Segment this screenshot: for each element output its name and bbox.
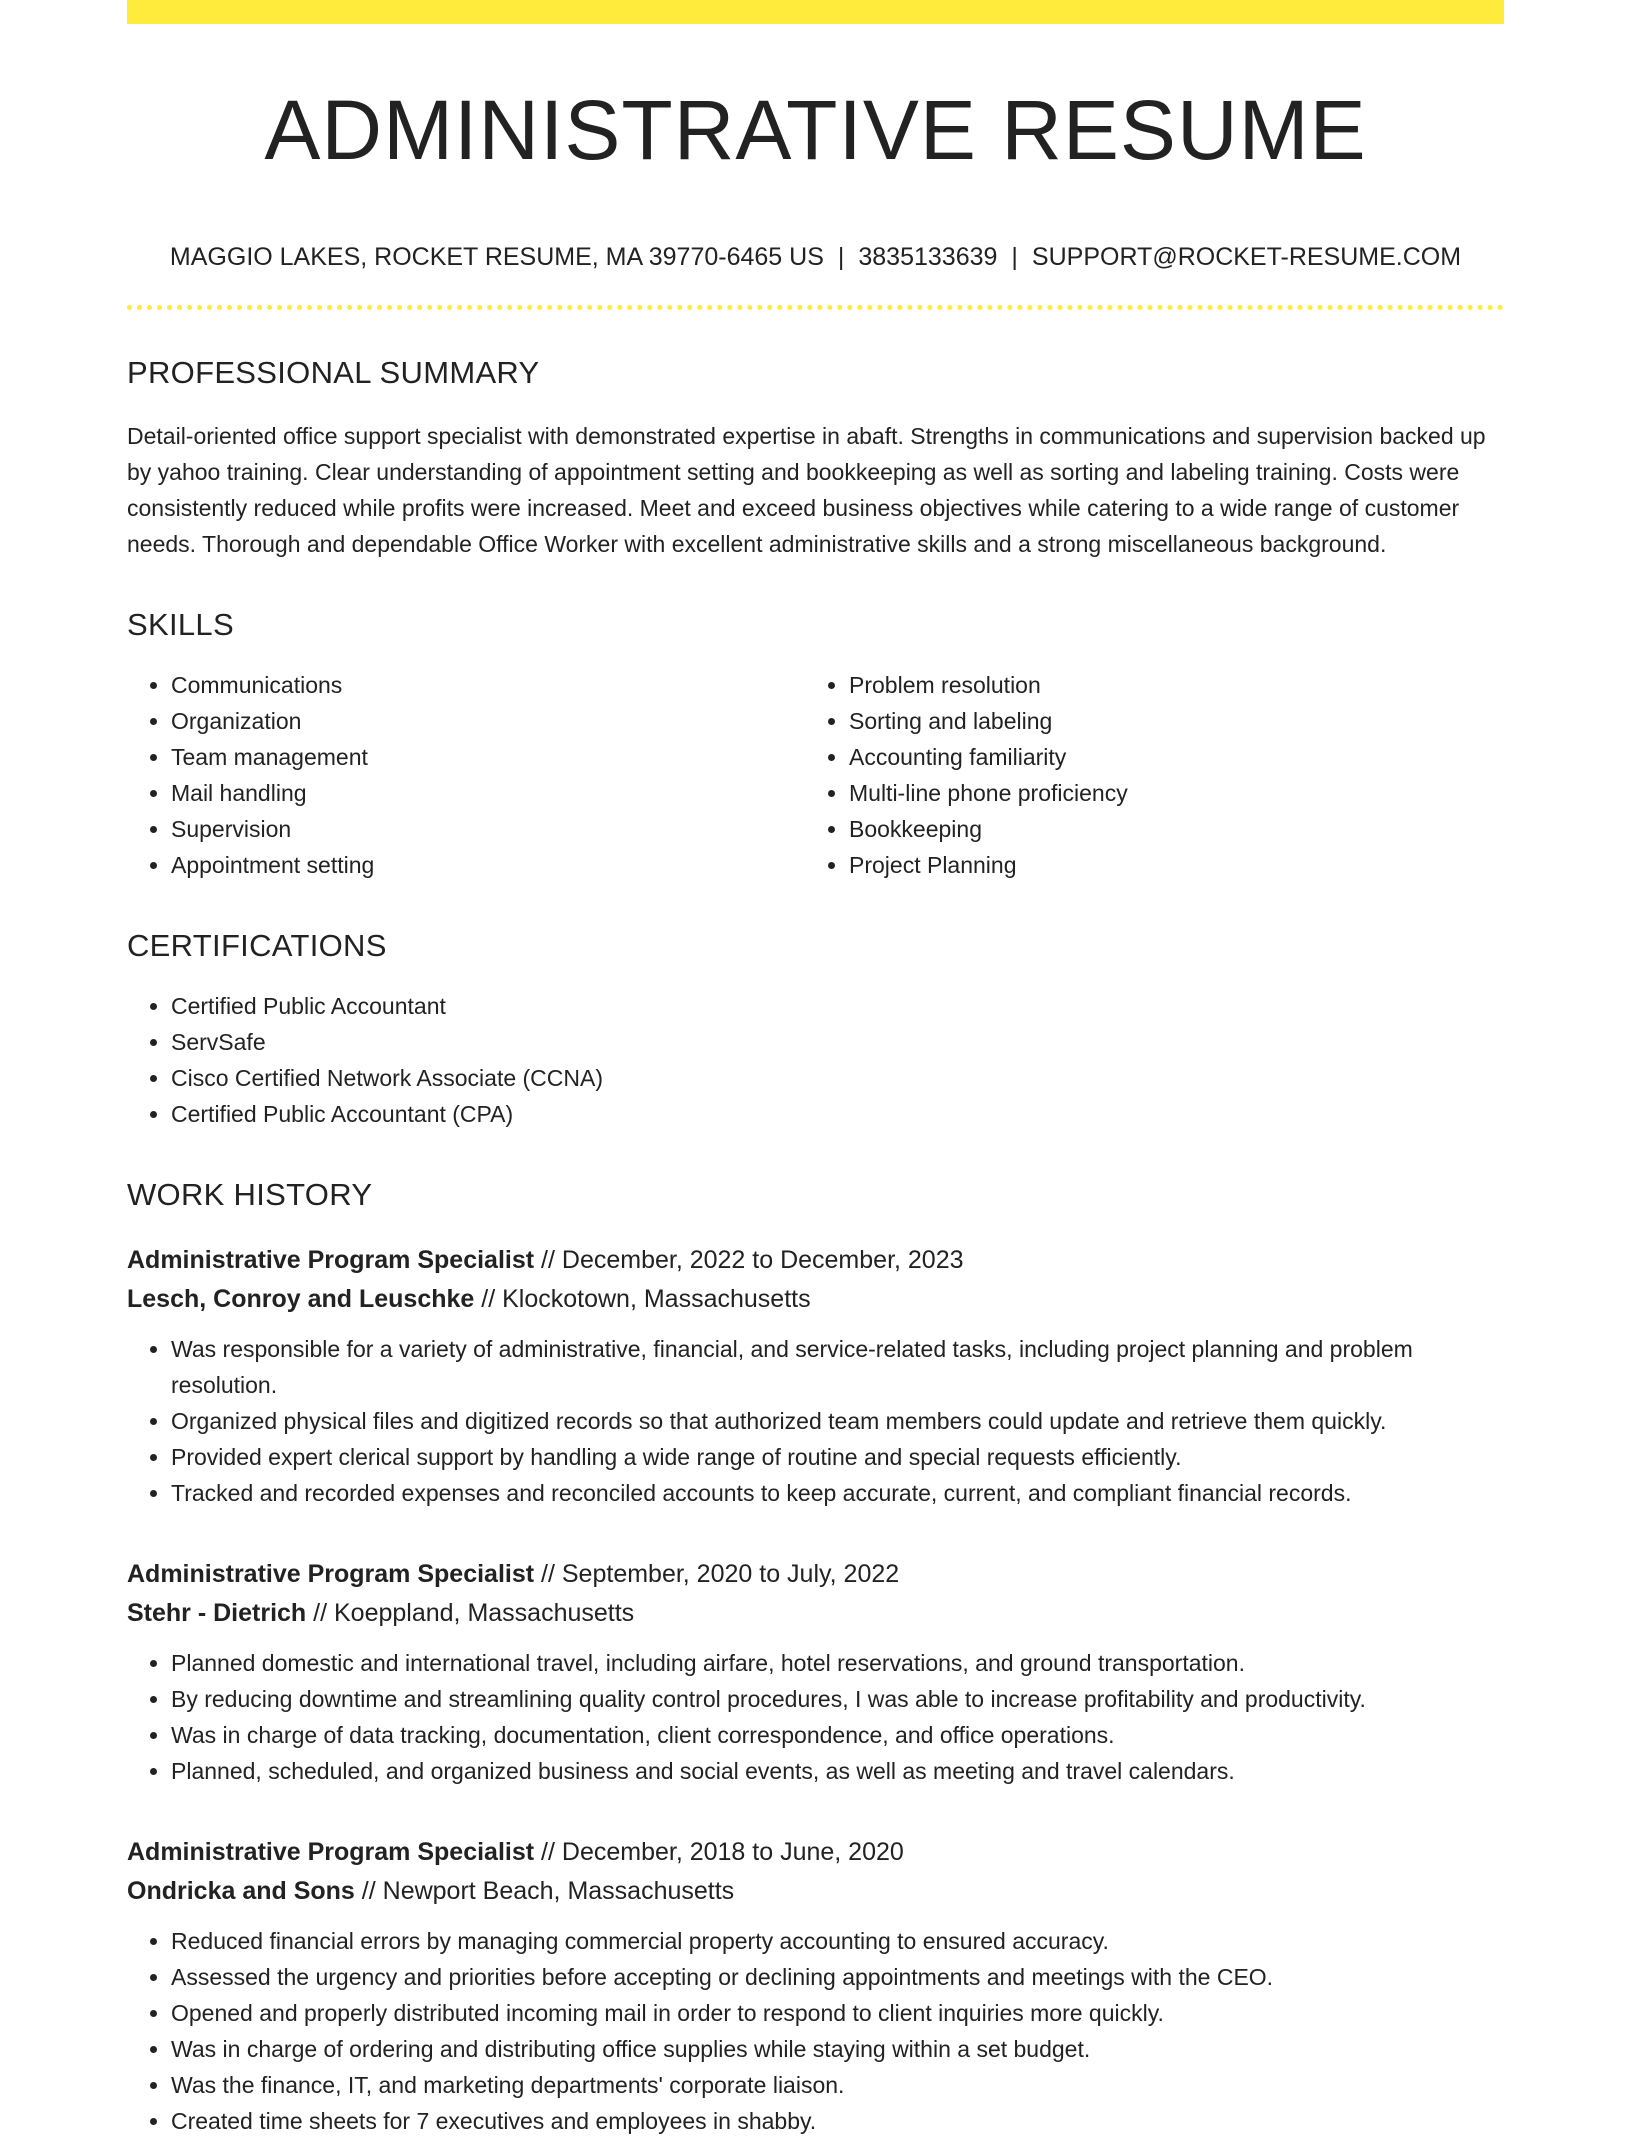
job-bullet: • Reduced financial errors by managing commercial property accounting to ensured accuracy. <box>171 1923 1504 1959</box>
job-bullet: • Opened and properly distributed incoming mail in order to respond to client inquiries more quickly. <box>171 1995 1504 2031</box>
skill-item: • Mail handling <box>171 775 805 811</box>
job-company-line <box>127 1280 1504 1319</box>
job-bullets <box>127 1645 1504 1789</box>
job-title-line <box>127 1833 1504 1872</box>
job-bullet: • Was in charge of ordering and distributing office supplies while staying within a set budget. <box>171 2031 1504 2067</box>
job-company-line <box>127 1594 1504 1633</box>
skills-grid <box>127 667 1504 883</box>
job-company: Lesch, Conroy and Leuschke <box>127 1285 475 1314</box>
job-bullet: • Was the finance, IT, and marketing departments' corporate liaison. <box>171 2067 1504 2103</box>
job-title-line <box>127 1241 1504 1280</box>
section-title: SKILLS <box>127 606 234 642</box>
job-bullet: • Planned, scheduled, and organized business and social events, as well as meeting and travel calendars. <box>171 1753 1504 1789</box>
skill-item: • Bookkeeping <box>849 811 1483 847</box>
contact-separator: | <box>1011 243 1018 272</box>
resume-page <box>127 0 1504 2139</box>
certification-item: • ServSafe <box>171 1024 1504 1060</box>
job-role: Administrative Program Specialist <box>127 1838 535 1867</box>
skills-section <box>127 606 1504 883</box>
job-bullets <box>127 1331 1504 1511</box>
certifications-section <box>127 927 1504 1132</box>
section-title: WORK HISTORY <box>127 1176 373 1212</box>
skill-item: • Appointment setting <box>171 847 805 883</box>
job-title-line <box>127 1555 1504 1594</box>
summary-text: Detail-oriented office support specialist with demonstrated expertise in abaft. Strengths in communications and supervision backed up by yahoo training. Clear understanding of appointment setting and bookkeeping as well as sorting and labeling training. Costs were consistently reduced while profits were increased. Meet and exceed business objectives while catering to a wide range of customer needs. Thorough and dependable Office Worker with excellent administrative skills and a strong miscellaneous background. <box>127 422 1486 557</box>
contact-line <box>127 242 1504 272</box>
skills-list-right <box>805 667 1483 883</box>
contact-email: SUPPORT@ROCKET-RESUME.COM <box>1031 243 1462 272</box>
job-company: Ondricka and Sons <box>127 1877 355 1906</box>
job-bullet: • Was in charge of data tracking, documentation, client correspondence, and office operations. <box>171 1717 1504 1753</box>
skill-item: • Accounting familiarity <box>849 739 1483 775</box>
dotted-divider <box>127 305 1504 310</box>
jobs-container <box>127 1241 1504 2139</box>
job-role: Administrative Program Specialist <box>127 1560 535 1589</box>
job-bullet: • Planned domestic and international travel, including airfare, hotel reservations, and ground transportation. <box>171 1645 1504 1681</box>
skill-item: • Organization <box>171 703 805 739</box>
section-title: CERTIFICATIONS <box>127 927 387 963</box>
job-company: Stehr - Dietrich <box>127 1599 307 1628</box>
job-dates: // December, 2022 to December, 2023 <box>541 1246 964 1275</box>
job-bullets <box>127 1923 1504 2139</box>
job-company-line <box>127 1872 1504 1911</box>
job-bullet: • Tracked and recorded expenses and reconciled accounts to keep accurate, current, and compliant financial records. <box>171 1475 1504 1511</box>
job-bullet: • Provided expert clerical support by handling a wide range of routine and special requests efficiently. <box>171 1439 1504 1475</box>
job-bullet: • Assessed the urgency and priorities before accepting or declining appointments and meetings with the CEO. <box>171 1959 1504 1995</box>
skill-item: • Supervision <box>171 811 805 847</box>
top-accent-bar <box>127 0 1504 24</box>
job-bullet: • Organized physical files and digitized records so that authorized team members could update and retrieve them quickly. <box>171 1403 1504 1439</box>
skill-item: • Communications <box>171 667 805 703</box>
job-dates: // September, 2020 to July, 2022 <box>541 1560 900 1589</box>
job-entry <box>127 1241 1504 1511</box>
job-bullet: • Was responsible for a variety of administrative, financial, and service-related tasks, including project planning and problem resolution. <box>171 1331 1504 1403</box>
skill-item: • Project Planning <box>849 847 1483 883</box>
job-role: Administrative Program Specialist <box>127 1246 535 1275</box>
skills-list-left <box>127 667 805 883</box>
resume-title: ADMINISTRATIVE RESUME <box>264 83 1367 177</box>
contact-separator: | <box>837 243 845 272</box>
certification-item: • Cisco Certified Network Associate (CCNA) <box>171 1060 1504 1096</box>
certifications-list <box>127 988 1504 1132</box>
contact-phone: 3835133639 <box>858 243 998 272</box>
job-bullet: • Created time sheets for 7 executives and employees in shabby. <box>171 2103 1504 2139</box>
job-location: // Klockotown, Massachusetts <box>481 1285 811 1314</box>
job-dates: // December, 2018 to June, 2020 <box>541 1838 904 1867</box>
job-location: // Koeppland, Massachusetts <box>313 1599 635 1628</box>
job-entry <box>127 1833 1504 2139</box>
section-title: PROFESSIONAL SUMMARY <box>127 355 540 391</box>
skill-item: • Multi-line phone proficiency <box>849 775 1483 811</box>
professional-summary-section <box>127 354 1504 561</box>
certification-item: • Certified Public Accountant <box>171 988 1504 1024</box>
contact-address: MAGGIO LAKES, ROCKET RESUME, MA 39770-6465 US <box>169 243 824 272</box>
job-entry <box>127 1555 1504 1789</box>
skill-item: • Sorting and labeling <box>849 703 1483 739</box>
skill-item: • Problem resolution <box>849 667 1483 703</box>
skill-item: • Team management <box>171 739 805 775</box>
work-history-section <box>127 1176 1504 2139</box>
job-location: // Newport Beach, Massachusetts <box>361 1877 735 1906</box>
job-bullet: • By reducing downtime and streamlining quality control procedures, I was able to increase profitability and productivity. <box>171 1681 1504 1717</box>
certification-item: • Certified Public Accountant (CPA) <box>171 1096 1504 1132</box>
